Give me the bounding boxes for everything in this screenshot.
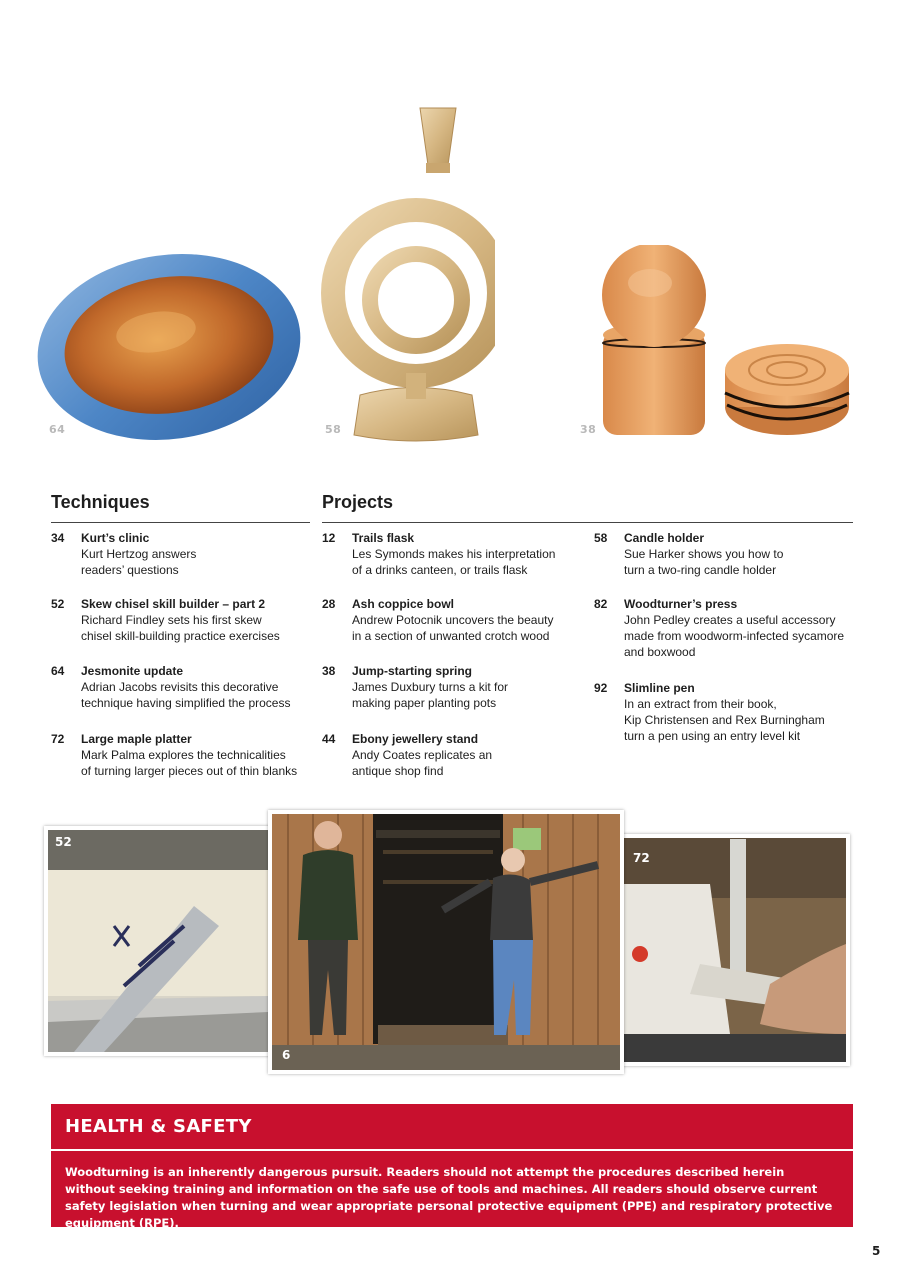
entry-description: Andrew Potocnik uncovers the beauty in a section of unwanted crotch wood (352, 613, 554, 643)
techniques-rule (51, 522, 310, 523)
contents-entry[interactable] (594, 596, 864, 660)
entry-page-number: 34 (51, 531, 65, 545)
projects-heading: Projects (322, 492, 394, 512)
skew-chisel-illustration (44, 826, 272, 1056)
lathe-illustration (620, 834, 850, 1066)
candle-holder-illustration (320, 105, 495, 445)
entry-description: Kurt Hertzog answers readers’ questions (81, 547, 197, 577)
contents-entry[interactable] (322, 596, 592, 644)
photo-workshop-people (268, 810, 624, 1074)
photo-page-52: 52 (55, 835, 72, 849)
contents-entry[interactable] (51, 596, 321, 644)
entry-description: Adrian Jacobs revisits this decorative technique having simplified the process (81, 680, 291, 710)
photo-page-72: 72 (633, 851, 650, 865)
contents-entry[interactable] (51, 731, 321, 779)
entry-page-number: 12 (322, 531, 336, 545)
entry-page-number: 92 (594, 681, 608, 695)
contents-entry[interactable] (51, 530, 321, 578)
entry-title: Skew chisel skill builder – part 2 (81, 597, 266, 611)
entry-page-number: 72 (51, 732, 65, 746)
entry-description: In an extract from their book, Kip Christensen and Rex Burningham turn a pen using an entry level kit (624, 697, 825, 743)
contents-entry[interactable] (594, 680, 864, 744)
page-number: 5 (872, 1244, 881, 1258)
health-safety-title: HEALTH & SAFETY (65, 1116, 252, 1137)
entry-title: Candle holder (624, 531, 705, 545)
entry-description: Les Symonds makes his interpretation of a drinks canteen, or trails flask (352, 547, 556, 577)
entry-page-number: 82 (594, 597, 608, 611)
workshop-illustration (268, 810, 624, 1074)
entry-description: Sue Harker shows you how to turn a two-ring candle holder (624, 547, 784, 577)
health-safety-box (51, 1104, 853, 1230)
entry-title: Ebony jewellery stand (352, 732, 479, 746)
contents-entry[interactable] (322, 731, 592, 779)
entry-title: Trails flask (352, 531, 415, 545)
pot-maker-illustration (575, 245, 860, 445)
health-safety-divider (51, 1149, 853, 1151)
entry-page-number: 38 (322, 664, 336, 678)
entry-title: Jesmonite update (81, 664, 184, 678)
contents-entry[interactable] (322, 663, 592, 711)
entry-description: Richard Findley sets his first skew chisel skill-building practice exercises (81, 613, 280, 643)
contents-entry[interactable] (594, 530, 864, 578)
entry-description: James Duxbury turns a kit for making paper planting pots (352, 680, 509, 710)
entry-title: Woodturner’s press (624, 597, 738, 611)
photo-page-64: 64 (49, 423, 66, 436)
entry-title: Slimline pen (624, 681, 695, 695)
health-safety-text: Woodturning is an inherently dangerous pursuit. Readers should not attempt the procedures described herein without seeking training and information on the safe use of tools and machines. All readers should observe current safety legislation when turning and wear appropriate personal protective equipment (PPE) and respiratory protective equipment (RPE). (65, 1165, 833, 1230)
photo-page-6: 6 (282, 1048, 291, 1062)
projects-rule (322, 522, 853, 523)
entry-description: Andy Coates replicates an antique shop find (352, 748, 493, 778)
entry-title: Ash coppice bowl (352, 597, 455, 611)
entry-description: John Pedley creates a useful accessory made from woodworm-infected sycamore and boxwood (624, 613, 845, 659)
entry-page-number: 58 (594, 531, 608, 545)
techniques-heading: Techniques (51, 492, 150, 512)
entry-title: Kurt’s clinic (81, 531, 150, 545)
photo-page-38: 38 (580, 423, 597, 436)
photo-candle-holder (320, 105, 495, 445)
entry-page-number: 28 (322, 597, 336, 611)
photo-planting-pot-maker (575, 245, 860, 445)
entry-title: Large maple platter (81, 732, 192, 746)
entry-title: Jump-starting spring (352, 664, 473, 678)
contents-entry[interactable] (51, 663, 321, 711)
entry-page-number: 52 (51, 597, 65, 611)
entry-page-number: 44 (322, 732, 336, 746)
entry-page-number: 64 (51, 664, 65, 678)
photo-page-58: 58 (325, 423, 342, 436)
entry-description: Mark Palma explores the technicalities of turning larger pieces out of thin blanks (81, 748, 298, 778)
photo-skew-chisel (44, 826, 272, 1056)
photo-lathe-platter (620, 834, 850, 1066)
photo-jesmonite-bowl (36, 250, 306, 445)
contents-entry[interactable] (322, 530, 592, 578)
bowl-illustration (36, 250, 306, 445)
